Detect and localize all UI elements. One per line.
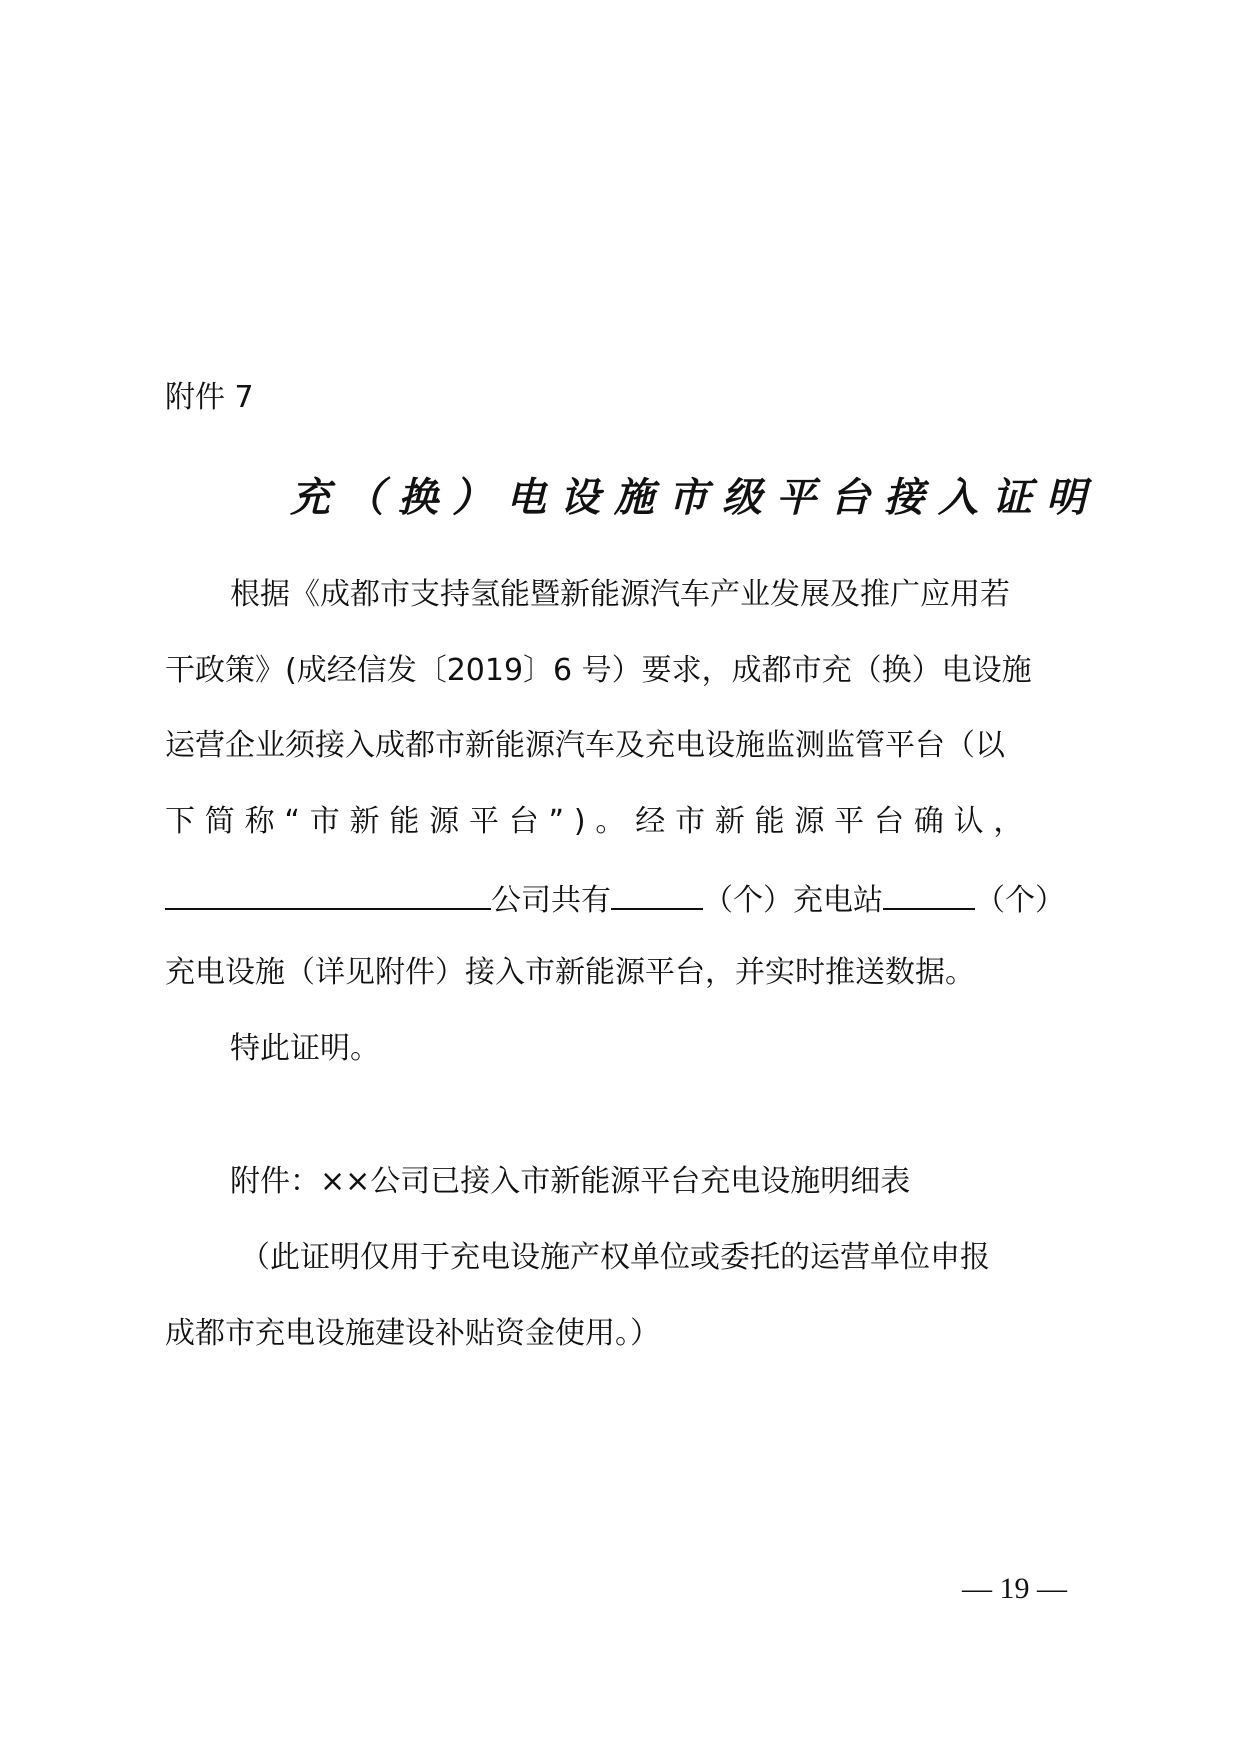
annex-label: 附件 7 (165, 380, 254, 415)
attachment-note: 附件：××公司已接入市新能源平台充电设施明细表 (230, 1164, 911, 1199)
facility-unit-text: （个） (975, 883, 1065, 918)
paragraph-line-1: 根据《成都市支持氢能暨新能源汽车产业发展及推广应用若 (230, 577, 1010, 612)
usage-note-line-1: （此证明仅用于充电设施产权单位或委托的运营单位申报 (240, 1240, 990, 1275)
document-title: 充（换）电设施市级平台接入证明 (290, 474, 1100, 521)
paragraph-line-2: 干政策》(成经信发〔2019〕6 号）要求，成都市充（换）电设施 (165, 653, 1032, 688)
fill-in-line (165, 878, 1065, 921)
station-count-blank[interactable] (611, 878, 703, 910)
page-number: — 19 — (962, 1572, 1067, 1605)
station-unit-text: （个）充电站 (703, 883, 883, 918)
company-name-blank[interactable] (165, 878, 491, 910)
paragraph-line-6: 充电设施（详见附件）接入市新能源平台，并实时推送数据。 (165, 955, 975, 990)
facility-count-blank[interactable] (883, 878, 975, 910)
certification-text: 特此证明。 (230, 1031, 380, 1066)
usage-note-line-2: 成都市充电设施建设补贴资金使用。） (165, 1316, 660, 1351)
paragraph-line-3: 运营企业须接入成都市新能源汽车及充电设施监测监管平台（以 (165, 728, 1005, 763)
company-has-text: 公司共有 (491, 883, 611, 918)
paragraph-line-4: 下简称“市新能源平台”)。经市新能源平台确认， (165, 804, 1034, 839)
